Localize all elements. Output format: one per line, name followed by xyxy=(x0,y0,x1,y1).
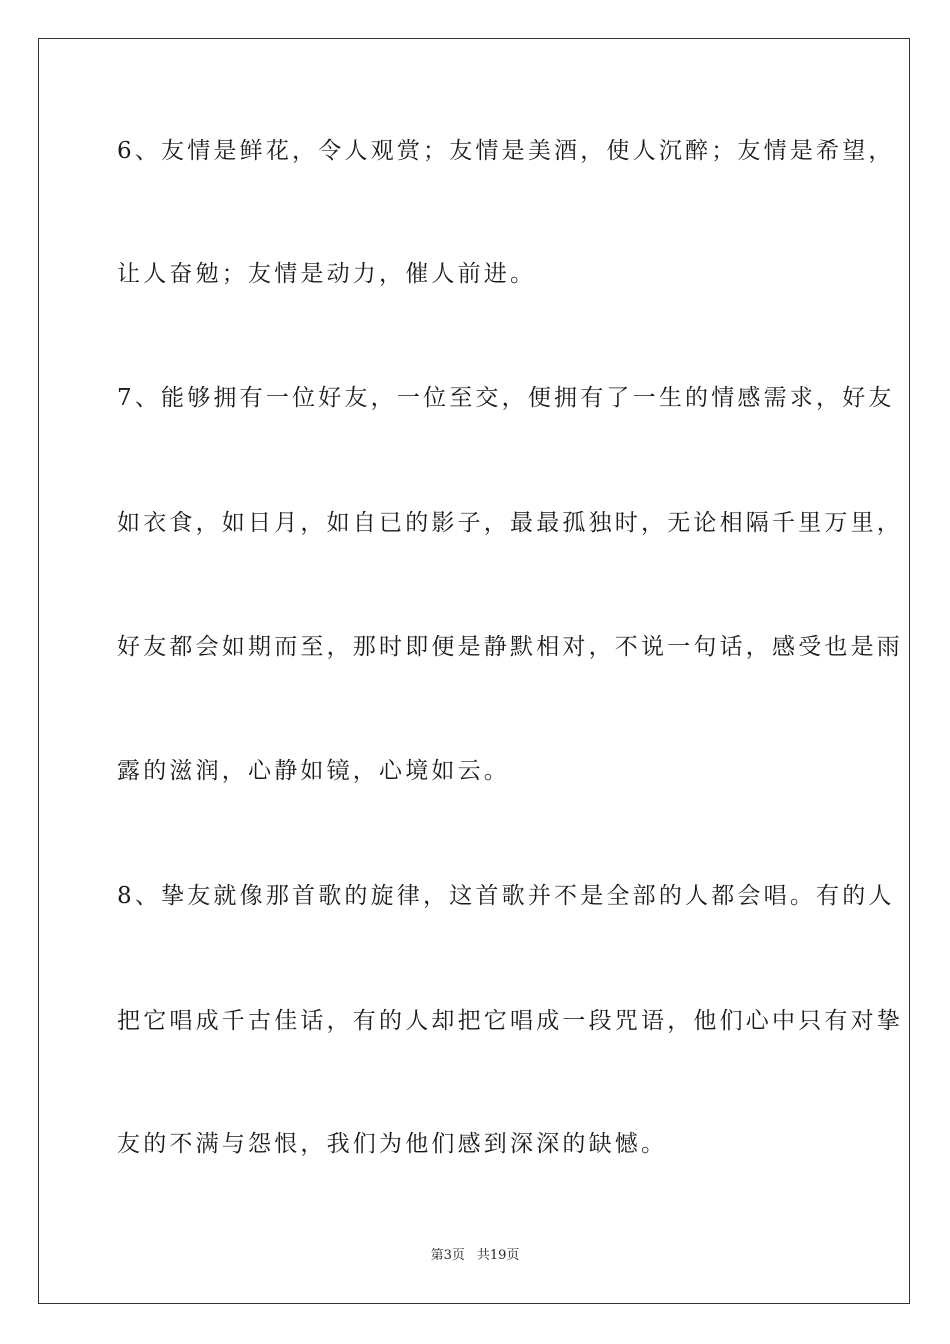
paragraph-line: 8、挚友就像那首歌的旋律，这首歌并不是全部的人都会唱。有的人 xyxy=(117,883,895,909)
paragraph-line: 如衣食，如日月，如自已的影子，最最孤独时，无论相隔千里万里， xyxy=(117,510,903,536)
paragraph-line: 7、能够拥有一位好友，一位至交，便拥有了一生的情感需求，好友 xyxy=(117,385,895,411)
paragraph-line: 6、友情是鲜花，令人观赏；友情是美酒，使人沉醉；友情是希望， xyxy=(117,138,895,164)
page-footer xyxy=(0,1247,950,1265)
paragraph-line: 把它唱成千古佳话，有的人却把它唱成一段咒语，他们心中只有对挚 xyxy=(117,1008,903,1034)
paragraph-line: 好友都会如期而至，那时即便是静默相对，不说一句话，感受也是雨 xyxy=(117,634,903,660)
page-total: 共19页 xyxy=(476,1248,520,1263)
paragraph-line: 露的滋润，心静如镜，心境如云。 xyxy=(117,758,510,784)
paragraph-line: 让人奋勉；友情是动力，催人前进。 xyxy=(117,261,537,287)
paragraph-line: 友的不满与怨恨，我们为他们感到深深的缺憾。 xyxy=(117,1131,668,1157)
page-border xyxy=(38,38,910,1304)
page-number: 第3页 xyxy=(430,1248,465,1263)
